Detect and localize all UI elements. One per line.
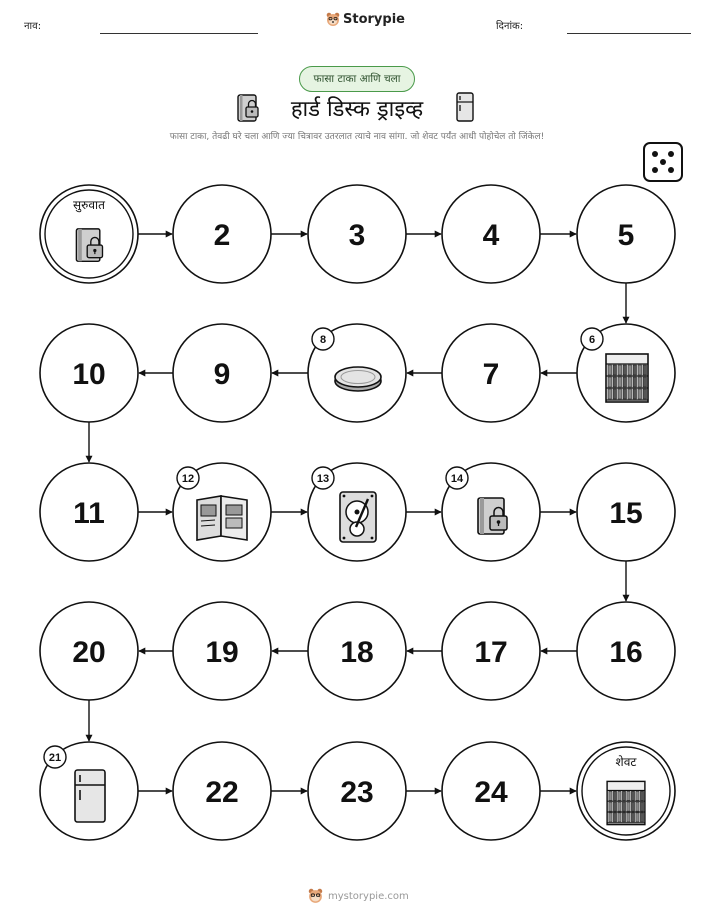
cell-badge-number: 21 (48, 752, 62, 764)
board-cell-2[interactable] (173, 185, 271, 283)
cell-number: 3 (348, 219, 366, 252)
board-cell-7[interactable] (442, 324, 540, 422)
board-cell-18[interactable] (308, 602, 406, 700)
cell-number: 22 (205, 776, 239, 809)
board-cell-8[interactable] (308, 324, 406, 422)
cell-number: 23 (340, 776, 374, 809)
board-cell-24[interactable] (442, 742, 540, 840)
cell-number: 19 (205, 636, 239, 669)
board-cell-12[interactable] (173, 463, 271, 561)
locked-book-icon (76, 229, 102, 261)
bookshelf-icon (607, 781, 645, 824)
board-cell-23[interactable] (308, 742, 406, 840)
board-cell-22[interactable] (173, 742, 271, 840)
cell-number: 17 (474, 636, 508, 669)
board-cell-19[interactable] (173, 602, 271, 700)
cell-number: 9 (213, 358, 231, 391)
board-cell-11[interactable] (40, 463, 138, 561)
cell-badge-number: 8 (319, 334, 327, 346)
game-type-badge: फासा टाका आणि चला (299, 66, 415, 92)
cell-number: 16 (609, 636, 643, 669)
start-label: सुरुवात (73, 198, 105, 212)
disk-platter-icon (335, 367, 381, 391)
cell-number: 20 (72, 636, 106, 669)
board-cell-9[interactable] (173, 324, 271, 422)
brand-name: Storypie (343, 12, 405, 27)
board-cell-25[interactable] (577, 742, 675, 840)
cell-number: 2 (213, 219, 231, 252)
footer-url[interactable]: mystorypie.com (328, 890, 409, 902)
board-cell-13[interactable] (308, 463, 406, 561)
instructions: फासा टाका, तेवढी घरे चला आणि ज्या चित्रावर उतरलात त्याचे नाव सांगा. जो शेवट पर्यंत आधी पोहोचेल तो जिंकेल! (169, 132, 545, 142)
cell-number: 15 (609, 497, 643, 530)
board-cell-21[interactable] (40, 742, 138, 840)
finish-label: शेवट (615, 755, 637, 769)
cell-number: 18 (340, 636, 374, 669)
cell-number: 5 (617, 219, 635, 252)
refrigerator-icon (75, 770, 105, 822)
storypie-mascot-icon (308, 888, 323, 904)
cell-number: 10 (72, 358, 106, 391)
locked-book-icon (478, 498, 507, 534)
date-label: दिनांक: (496, 21, 524, 32)
cell-number: 24 (474, 776, 508, 809)
name-label: नाव: (24, 21, 42, 32)
hard-drive-icon (340, 492, 376, 542)
open-book-icon (197, 496, 247, 540)
board-cell-17[interactable] (442, 602, 540, 700)
cell-badge-number: 6 (588, 334, 596, 346)
page-title: हार्ड डिस्क ड्राइव्ह (290, 97, 424, 122)
board-cell-20[interactable] (40, 602, 138, 700)
board-cell-15[interactable] (577, 463, 675, 561)
board-cell-16[interactable] (577, 602, 675, 700)
board-cell-3[interactable] (308, 185, 406, 283)
cell-badge-number: 14 (450, 473, 464, 485)
cell-number: 11 (73, 497, 105, 530)
board-cell-5[interactable] (577, 185, 675, 283)
footer (308, 888, 409, 904)
cell-badge-number: 13 (316, 473, 330, 485)
bookshelf-icon (606, 354, 648, 402)
board-cell-14[interactable] (442, 463, 540, 561)
board-cell-1[interactable] (40, 185, 138, 283)
board-cell-4[interactable] (442, 185, 540, 283)
cell-badge-number: 12 (181, 473, 195, 485)
cell-number: 4 (482, 219, 500, 252)
board-cell-6[interactable] (577, 324, 675, 422)
cell-number: 7 (482, 358, 500, 391)
board-cell-10[interactable] (40, 324, 138, 422)
